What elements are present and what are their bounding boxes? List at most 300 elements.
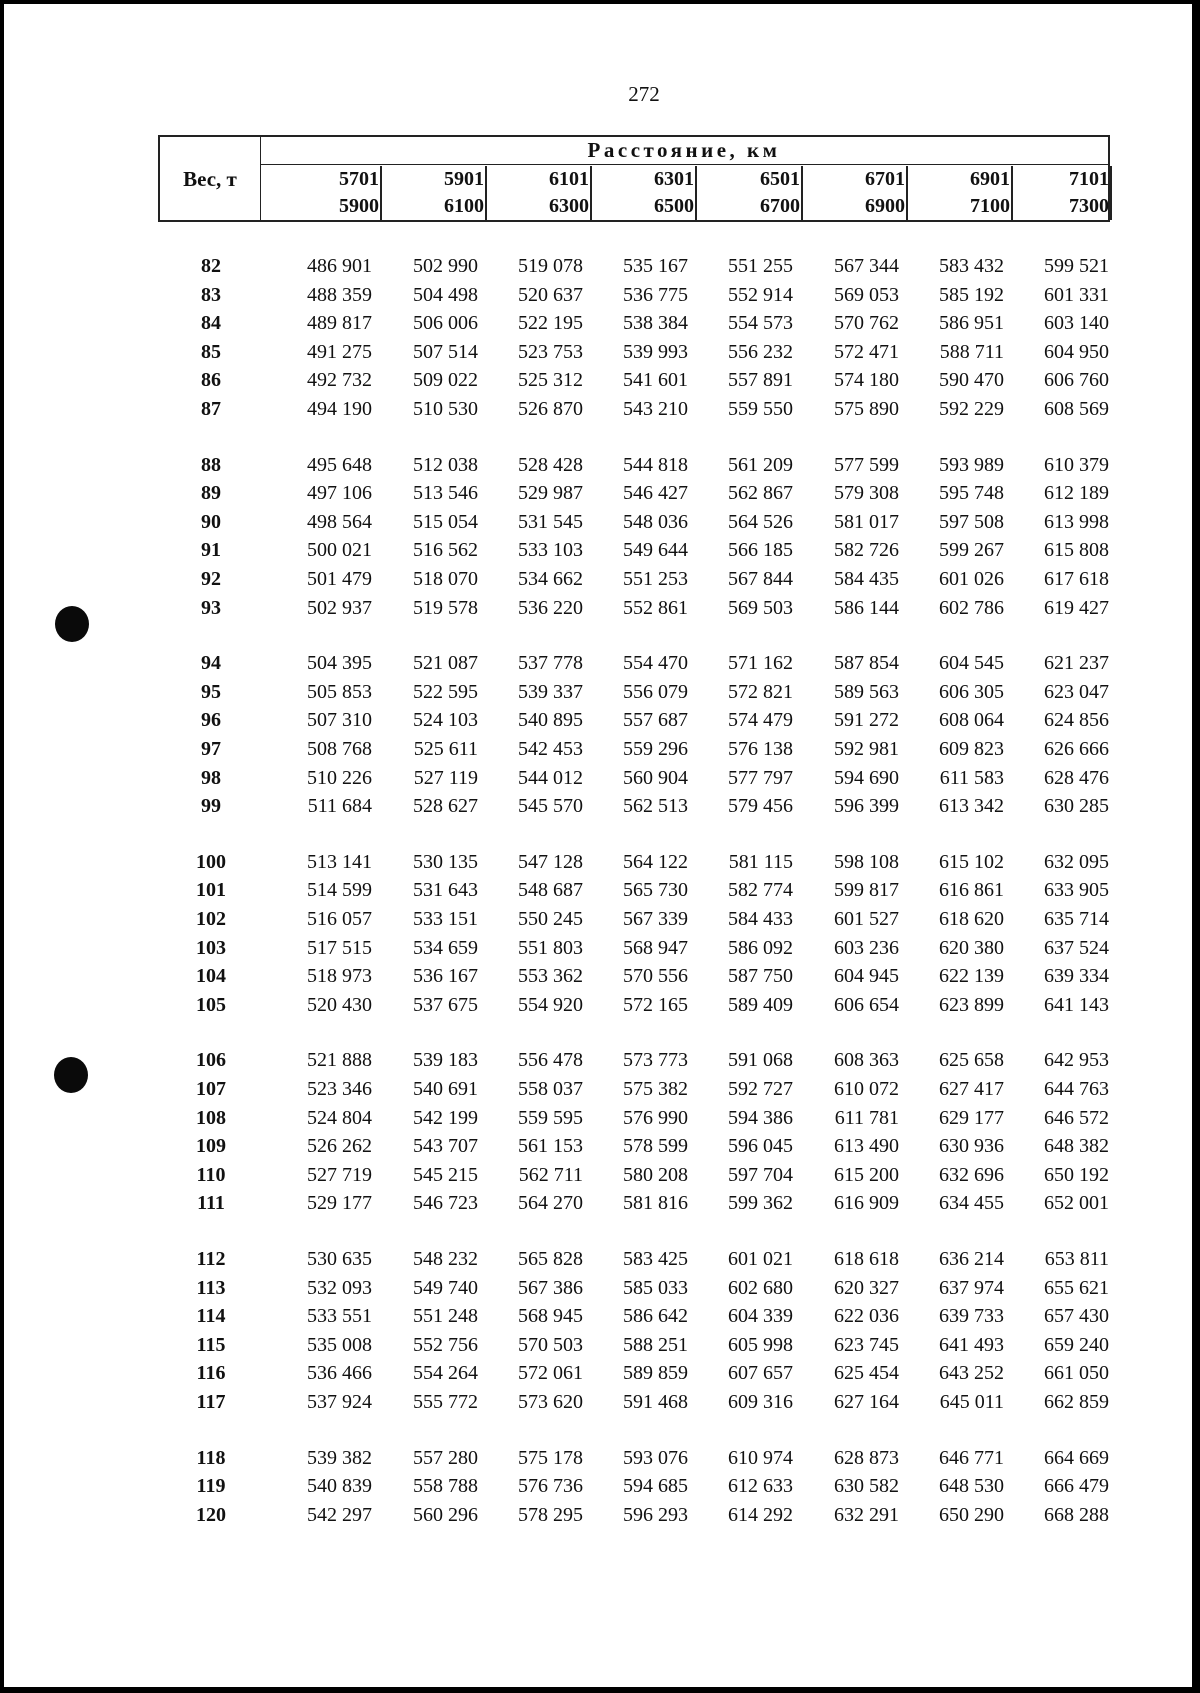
price-cell: 602 680 [728,1276,793,1299]
table-row [4,1075,1192,1103]
price-cell: 518 973 [307,965,372,988]
price-cell: 586 951 [939,312,1004,335]
price-cell: 591 068 [728,1049,793,1072]
price-cell: 615 102 [939,850,1004,873]
price-cell: 645 011 [939,1391,1004,1413]
price-cell: 567 844 [728,568,793,590]
table-row [4,479,1192,507]
table-row [4,1132,1192,1160]
price-cell: 560 904 [623,766,688,789]
distance-column-header [487,166,592,221]
price-cell: 520 430 [307,993,372,1016]
price-cell: 594 690 [834,766,899,789]
price-cell: 575 890 [834,398,899,420]
table-row [4,905,1192,933]
price-cell: 508 768 [307,738,372,760]
price-cell: 556 232 [728,340,793,363]
price-cell: 623 745 [834,1333,899,1356]
price-cell: 552 861 [623,596,688,619]
table-row [4,252,1192,280]
price-cell: 539 993 [623,340,688,363]
weight-cell: 102 [196,908,226,930]
weight-cell: 112 [196,1248,226,1270]
price-cell: 589 563 [834,680,899,703]
price-cell: 619 427 [1044,596,1109,619]
price-cell: 530 635 [307,1248,372,1270]
table-row [4,1245,1192,1273]
price-cell: 603 236 [834,936,899,959]
table-row [4,1302,1192,1330]
price-cell: 489 817 [307,312,372,335]
price-cell: 613 998 [1044,510,1109,533]
price-cell: 516 057 [307,908,372,930]
price-cell: 543 707 [413,1135,478,1158]
price-cell: 601 527 [834,908,899,930]
price-cell: 513 546 [413,482,478,505]
price-cell: 579 308 [834,482,899,505]
price-cell: 517 515 [307,936,372,959]
price-cell: 629 177 [939,1106,1004,1129]
price-cell: 562 867 [728,482,793,505]
price-cell: 627 417 [939,1078,1004,1100]
price-cell: 559 595 [518,1106,583,1129]
distance-range-to: 6100 [412,193,487,220]
table-row [4,1189,1192,1217]
price-cell: 542 453 [518,738,583,760]
distance-range-to: 7100 [938,193,1013,220]
table-row [4,848,1192,876]
weight-cell: 109 [196,1135,226,1158]
price-cell: 559 550 [728,398,793,420]
price-cell: 546 427 [623,482,688,505]
table-row [4,1046,1192,1074]
price-cell: 572 821 [728,680,793,703]
price-cell: 624 856 [1044,709,1109,732]
price-cell: 588 711 [939,340,1004,363]
price-cell: 587 854 [834,652,899,675]
price-cell: 622 139 [939,965,1004,988]
price-cell: 507 514 [413,340,478,363]
price-cell: 608 064 [939,709,1004,732]
price-cell: 577 797 [728,766,793,789]
price-cell: 639 733 [939,1305,1004,1328]
price-cell: 599 521 [1044,255,1109,277]
distance-range-from: 5701 [307,166,382,193]
price-cell: 545 215 [413,1163,478,1186]
price-cell: 552 914 [728,283,793,306]
document-page [4,4,1192,1687]
table-row [4,451,1192,479]
price-cell: 550 245 [518,908,583,930]
price-cell: 599 817 [834,879,899,902]
weight-cell: 105 [196,993,226,1016]
price-cell: 636 214 [939,1248,1004,1270]
weight-cell: 98 [201,766,221,789]
weight-cell: 107 [196,1078,226,1100]
price-cell: 579 456 [728,795,793,818]
price-cell: 618 618 [834,1248,899,1270]
price-cell: 650 192 [1044,1163,1109,1186]
price-cell: 603 140 [1044,312,1109,335]
weight-cell: 114 [196,1305,226,1328]
weight-cell: 106 [196,1049,226,1072]
price-cell: 534 662 [518,568,583,590]
table-row [4,991,1192,1019]
price-cell: 621 237 [1044,652,1109,675]
table-row [4,764,1192,792]
price-cell: 610 974 [728,1446,793,1469]
distance-column-header [1007,166,1112,221]
price-cell: 602 786 [939,596,1004,619]
table-header [158,135,1110,222]
price-cell: 574 180 [834,369,899,392]
price-cell: 591 272 [834,709,899,732]
price-cell: 559 296 [623,738,688,760]
price-cell: 577 599 [834,453,899,476]
price-cell: 494 190 [307,398,372,420]
price-cell: 523 346 [307,1078,372,1100]
price-cell: 488 359 [307,283,372,306]
price-cell: 542 199 [413,1106,478,1129]
price-cell: 662 859 [1044,1391,1109,1413]
price-cell: 545 570 [518,795,583,818]
price-cell: 524 103 [413,709,478,732]
price-cell: 543 210 [623,398,688,420]
price-cell: 528 627 [413,795,478,818]
price-cell: 668 288 [1044,1503,1109,1526]
price-cell: 570 556 [623,965,688,988]
price-cell: 650 290 [939,1503,1004,1526]
price-cell: 564 270 [518,1192,583,1215]
price-cell: 546 723 [413,1192,478,1215]
price-cell: 519 078 [518,255,583,277]
price-cell: 570 762 [834,312,899,335]
weight-cell: 96 [201,709,221,732]
price-cell: 592 229 [939,398,1004,420]
price-cell: 518 070 [413,568,478,590]
price-cell: 655 621 [1044,1276,1109,1299]
table-row [4,594,1192,622]
price-cell: 502 937 [307,596,372,619]
price-cell: 553 362 [518,965,583,988]
price-cell: 589 859 [623,1362,688,1385]
price-cell: 551 248 [413,1305,478,1328]
distance-column-header [803,166,908,221]
price-cell: 555 772 [413,1391,478,1413]
price-cell: 609 823 [939,738,1004,760]
distance-range-to: 6900 [833,193,908,220]
price-cell: 604 950 [1044,340,1109,363]
price-cell: 556 478 [518,1049,583,1072]
table-row [4,876,1192,904]
table-row [4,934,1192,962]
price-cell: 541 601 [623,369,688,392]
price-cell: 578 295 [518,1503,583,1526]
price-cell: 491 275 [307,340,372,363]
price-cell: 659 240 [1044,1333,1109,1356]
price-cell: 585 192 [939,283,1004,306]
price-cell: 558 037 [518,1078,583,1100]
price-cell: 641 493 [939,1333,1004,1356]
price-cell: 568 945 [518,1305,583,1328]
price-cell: 620 380 [939,936,1004,959]
distance-range-to: 6500 [622,193,697,220]
price-cell: 554 470 [623,652,688,675]
distance-range-from: 5901 [412,166,487,193]
price-cell: 633 905 [1044,879,1109,902]
table-row [4,678,1192,706]
price-cell: 653 811 [1044,1248,1109,1270]
table-row [4,962,1192,990]
price-cell: 581 816 [623,1192,688,1215]
weight-cell: 90 [201,510,221,533]
price-cell: 605 998 [728,1333,793,1356]
header-divider-horizontal [260,164,1108,165]
price-cell: 554 920 [518,993,583,1016]
price-cell: 615 808 [1044,539,1109,562]
table-row [4,1359,1192,1387]
price-cell: 533 551 [307,1305,372,1328]
table-row [4,1274,1192,1302]
price-cell: 585 033 [623,1276,688,1299]
price-cell: 598 108 [834,850,899,873]
price-cell: 592 727 [728,1078,793,1100]
price-cell: 627 164 [834,1391,899,1413]
price-cell: 616 861 [939,879,1004,902]
price-cell: 618 620 [939,908,1004,930]
price-cell: 601 026 [939,568,1004,590]
price-cell: 572 471 [834,340,899,363]
table-row [4,706,1192,734]
price-cell: 562 711 [518,1163,583,1186]
price-cell: 583 425 [623,1248,688,1270]
price-cell: 572 165 [623,993,688,1016]
price-cell: 529 177 [307,1192,372,1215]
price-cell: 623 047 [1044,680,1109,703]
distance-group-header: Расстояние, км [587,138,781,162]
distance-range-to: 6300 [517,193,592,220]
price-cell: 584 433 [728,908,793,930]
price-cell: 521 888 [307,1049,372,1072]
price-cell: 612 189 [1044,482,1109,505]
price-cell: 527 119 [413,766,478,789]
price-cell: 620 327 [834,1276,899,1299]
weight-cell: 103 [196,936,226,959]
price-cell: 593 076 [623,1446,688,1469]
price-cell: 504 395 [307,652,372,675]
price-cell: 632 696 [939,1163,1004,1186]
price-cell: 492 732 [307,369,372,392]
price-cell: 628 873 [834,1446,899,1469]
price-cell: 596 045 [728,1135,793,1158]
price-cell: 606 654 [834,993,899,1016]
price-cell: 526 870 [518,398,583,420]
price-cell: 635 714 [1044,908,1109,930]
price-cell: 607 657 [728,1362,793,1385]
table-row [4,309,1192,337]
price-cell: 593 989 [939,453,1004,476]
price-cell: 505 853 [307,680,372,703]
price-cell: 576 138 [728,738,793,760]
price-cell: 539 183 [413,1049,478,1072]
price-cell: 540 839 [307,1475,372,1498]
distance-column-header [277,166,382,221]
price-cell: 582 774 [728,879,793,902]
price-cell: 590 470 [939,369,1004,392]
weight-cell: 83 [201,283,221,306]
price-cell: 630 285 [1044,795,1109,818]
distance-column-header [698,166,803,221]
price-cell: 623 899 [939,993,1004,1016]
price-cell: 536 167 [413,965,478,988]
price-cell: 601 331 [1044,283,1109,306]
price-cell: 548 232 [413,1248,478,1270]
price-cell: 632 291 [834,1503,899,1526]
weight-cell: 116 [196,1362,226,1385]
price-cell: 522 195 [518,312,583,335]
price-cell: 613 342 [939,795,1004,818]
price-cell: 615 200 [834,1163,899,1186]
table-row [4,1388,1192,1416]
price-cell: 536 220 [518,596,583,619]
price-cell: 540 691 [413,1078,478,1100]
price-cell: 581 017 [834,510,899,533]
weight-cell: 113 [196,1276,226,1299]
price-cell: 527 719 [307,1163,372,1186]
price-cell: 544 818 [623,453,688,476]
price-cell: 506 006 [413,312,478,335]
distance-column-header [382,166,487,221]
weight-cell: 118 [196,1446,226,1469]
price-cell: 510 530 [413,398,478,420]
distance-range-from: 6301 [622,166,697,193]
price-cell: 548 687 [518,879,583,902]
weight-cell: 85 [201,340,221,363]
weight-cell: 92 [201,568,221,590]
price-cell: 519 578 [413,596,478,619]
price-cell: 583 432 [939,255,1004,277]
price-cell: 626 666 [1044,738,1109,760]
price-cell: 609 316 [728,1391,793,1413]
weight-column-header: Вес, т [183,167,237,191]
price-cell: 504 498 [413,283,478,306]
price-cell: 586 642 [623,1305,688,1328]
price-cell: 586 144 [834,596,899,619]
table-row [4,366,1192,394]
table-row [4,792,1192,820]
price-cell: 533 151 [413,908,478,930]
price-cell: 530 135 [413,850,478,873]
weight-cell: 115 [196,1333,226,1356]
price-cell: 657 430 [1044,1305,1109,1328]
table-row [4,1501,1192,1529]
price-cell: 554 573 [728,312,793,335]
price-cell: 525 611 [413,738,478,760]
price-cell: 664 669 [1044,1446,1109,1469]
price-cell: 597 704 [728,1163,793,1186]
price-cell: 608 569 [1044,398,1109,420]
table-row [4,735,1192,763]
weight-cell: 97 [201,738,221,760]
page-number: 272 [628,82,660,106]
price-cell: 610 072 [834,1078,899,1100]
price-cell: 596 293 [623,1503,688,1526]
price-cell: 610 379 [1044,453,1109,476]
price-cell: 646 771 [939,1446,1004,1469]
distance-column-header [908,166,1013,221]
price-cell: 535 167 [623,255,688,277]
price-cell: 573 773 [623,1049,688,1072]
price-cell: 606 760 [1044,369,1109,392]
price-cell: 575 382 [623,1078,688,1100]
table-row [4,536,1192,564]
price-cell: 522 595 [413,680,478,703]
price-cell: 648 382 [1044,1135,1109,1158]
price-cell: 551 253 [623,568,688,590]
price-cell: 604 545 [939,652,1004,675]
price-cell: 604 945 [834,965,899,988]
price-cell: 531 643 [413,879,478,902]
price-cell: 510 226 [307,766,372,789]
weight-cell: 86 [201,369,221,392]
price-cell: 594 685 [623,1475,688,1498]
price-cell: 639 334 [1044,965,1109,988]
weight-cell: 93 [201,596,221,619]
price-cell: 521 087 [413,652,478,675]
price-cell: 548 036 [623,510,688,533]
price-cell: 500 021 [307,539,372,562]
price-cell: 617 618 [1044,568,1109,590]
price-cell: 595 748 [939,482,1004,505]
price-cell: 544 012 [518,766,583,789]
price-cell: 628 476 [1044,766,1109,789]
distance-range-to: 7300 [1037,193,1112,220]
price-cell: 498 564 [307,510,372,533]
price-cell: 608 363 [834,1049,899,1072]
table-row [4,1331,1192,1359]
price-cell: 644 763 [1044,1078,1109,1100]
price-cell: 616 909 [834,1192,899,1215]
table-row [4,508,1192,536]
price-cell: 536 775 [623,283,688,306]
price-cell: 612 633 [728,1475,793,1498]
price-cell: 512 038 [413,453,478,476]
weight-cell: 91 [201,539,221,562]
price-cell: 495 648 [307,453,372,476]
price-cell: 622 036 [834,1305,899,1328]
price-cell: 574 479 [728,709,793,732]
price-cell: 523 753 [518,340,583,363]
price-cell: 549 644 [623,539,688,562]
price-cell: 594 386 [728,1106,793,1129]
distance-range-from: 6101 [517,166,592,193]
price-cell: 524 804 [307,1106,372,1129]
price-cell: 641 143 [1044,993,1109,1016]
distance-range-to: 5900 [307,193,382,220]
price-cell: 581 115 [728,850,793,873]
weight-cell: 99 [201,795,221,818]
price-cell: 515 054 [413,510,478,533]
price-cell: 513 141 [307,850,372,873]
distance-range-from: 6901 [938,166,1013,193]
price-cell: 642 953 [1044,1049,1109,1072]
price-cell: 578 599 [623,1135,688,1158]
price-cell: 652 001 [1044,1192,1109,1215]
price-cell: 596 399 [834,795,899,818]
price-cell: 511 684 [307,795,372,818]
price-cell: 537 675 [413,993,478,1016]
price-cell: 556 079 [623,680,688,703]
